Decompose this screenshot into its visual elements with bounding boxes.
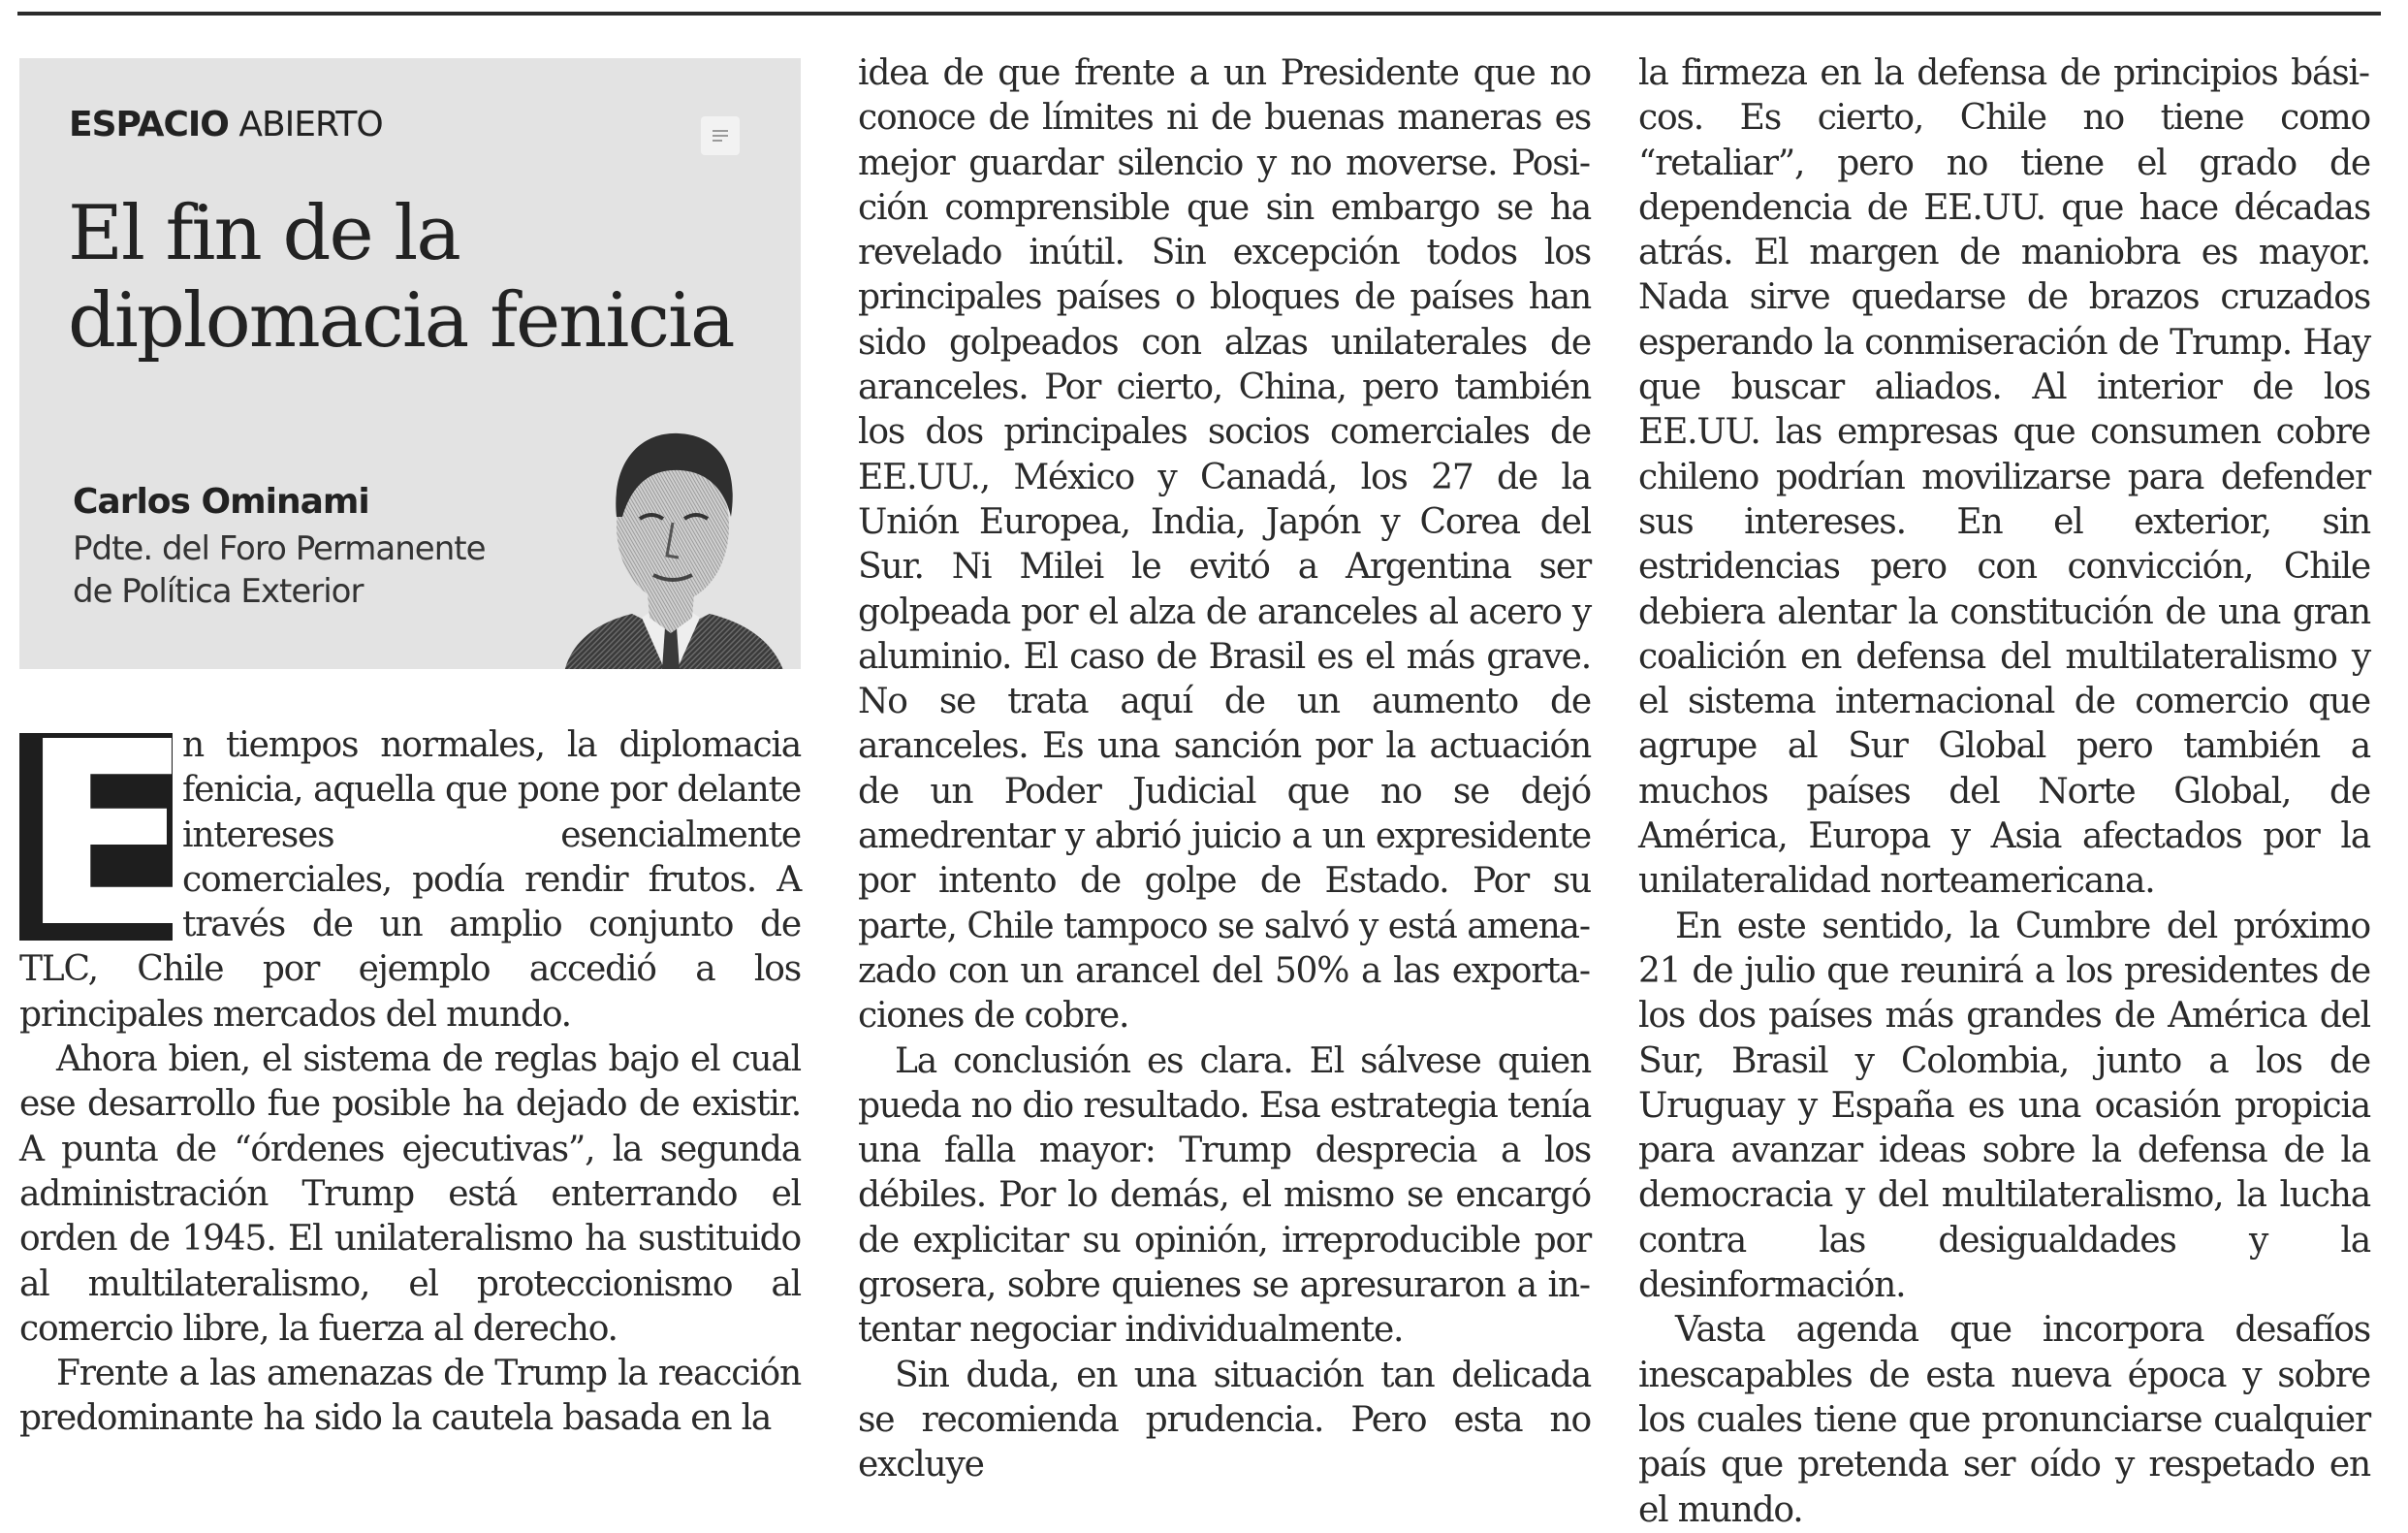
section-label: [69, 105, 383, 144]
header-box: [19, 58, 801, 669]
paragraph-1: [19, 687, 801, 1038]
article-column-3: [1638, 51, 2370, 1533]
paragraph-3: Frente a las amenazas de Trump la reacción predominante ha sido la cautela basada en la: [19, 1354, 801, 1439]
article-column-2: [858, 51, 1591, 1488]
paragraph-5: La conclusión es clara. El sálvese quien pueda no dio resultado. Esa estrategia tenía una falla mayor: Trump desprecia a los débiles. Por lo demás, el mismo se encargó de explicitar su opinión, irreproducible por grosera, sobre quienes se apresuraron a intentar negociar individualmente.: [858, 1040, 1591, 1351]
headline-line-2: diplomacia fenicia: [68, 277, 734, 365]
article-column-1: [19, 687, 801, 1442]
headline-line-1: El fin de la: [68, 190, 459, 277]
top-rule: [17, 12, 2381, 16]
dropcap: [19, 687, 192, 983]
paragraph-9: Vasta agenda que incorpora desafíos inescapables de esta nueva época y sobre los cuales tiene que pronunciarse cualquier país que pretenda ser oído y respetado en el mundo.: [1638, 1310, 2370, 1530]
paragraph-7: la firmeza en la defensa de principios básicos. Es cierto, Chile no tiene como “retaliar”, pero no tiene el grado de dependencia de EE.UU. que hace décadas atrás. El margen de maniobra es mayor. Nada sirve quedarse de brazos cruzados esperando la conmiseración de Trump. Hay que buscar aliados. Al interior de los EE.UU. las empresas que consumen cobre chileno podrían movilizarse para defender sus intereses. En el exterior, sin estridencias pero con convicción, Chile debiera alentar la constitución de una gran coalición en defensa del multilateralismo y el sistema internacional de comercio que agrupe al Sur Global pero también a muchos países del Norte Global, de América, Europa y Asia afectados por la unilateralidad norteamericana.: [1638, 53, 2370, 902]
author-role: [73, 527, 616, 613]
section-label-light: ABIERTO: [238, 105, 383, 144]
author-role-line-1: Pdte. del Foro Permanente: [73, 529, 486, 568]
author-role-line-2: de Política Exterior: [73, 572, 364, 611]
author-name: Carlos Ominami: [73, 482, 369, 522]
paragraph-1-text: n tiempos normales, la diplomacia fenicia, aquella que pone por delante intereses esencialmente comerciales, podía rendir frutos. A través de un amplio conjunto de TLC, Chile por ejemplo accedió a los principales mercados del mundo.: [19, 725, 801, 1035]
paragraph-2: Ahora bien, el sistema de reglas bajo el cual ese desarrollo fue posible ha dejado de existir. A punta de “órdenes ejecutivas”, la segunda administración Trump está enterrando el orden de 1945. El unilateralismo ha sustituido al multilateralismo, el proteccionismo al comercio libre, la fuerza al derecho.: [19, 1039, 801, 1349]
paragraph-8: En este sentido, la Cumbre del próximo 21 de julio que reunirá a los presidentes de los dos países más grandes de América del Sur, Brasil y Colombia, junto a los de Uruguay y España es una ocasión propicia para avanzar ideas sobre la defensa de la democracia y del multilateralismo, la lucha contra las desigualdades y la desinformación.: [1638, 906, 2370, 1306]
headline: [68, 190, 785, 365]
document-icon[interactable]: [701, 116, 740, 155]
author-portrait: [554, 402, 792, 669]
paragraph-6: Sin duda, en una situación tan delicada se recomienda prudencia. Pero esta no excluye: [858, 1355, 1591, 1485]
section-label-bold: ESPACIO: [69, 105, 229, 144]
dropcap-letter: E: [19, 687, 192, 983]
paragraph-4: idea de que frente a un Presidente que no conoce de límites ni de buenas maneras es mejor guardar silencio y no moverse. Posición comprensible que sin embargo se ha revelado inútil. Sin excepción todos los principales países o bloques de países han sido golpeados con alzas unilaterales de aranceles. Por cierto, China, pero también los dos principales socios comerciales de EE.UU., México y Canadá, los 27 de la Unión Europea, India, Japón y Corea del Sur. Ni Milei le evitó a Argentina ser golpeada por el alza de aranceles al acero y aluminio. El caso de Brasil es el más grave. No se trata aquí de un aumento de aranceles. Es una sanción por la actuación de un Poder Judicial que no se dejó amedrentar y abrió juicio a un expresidente por intento de golpe de Estado. Por su parte, Chile tampoco se salvó y está amenazado con un arancel del 50% a las exportaciones de cobre.: [858, 53, 1591, 1037]
